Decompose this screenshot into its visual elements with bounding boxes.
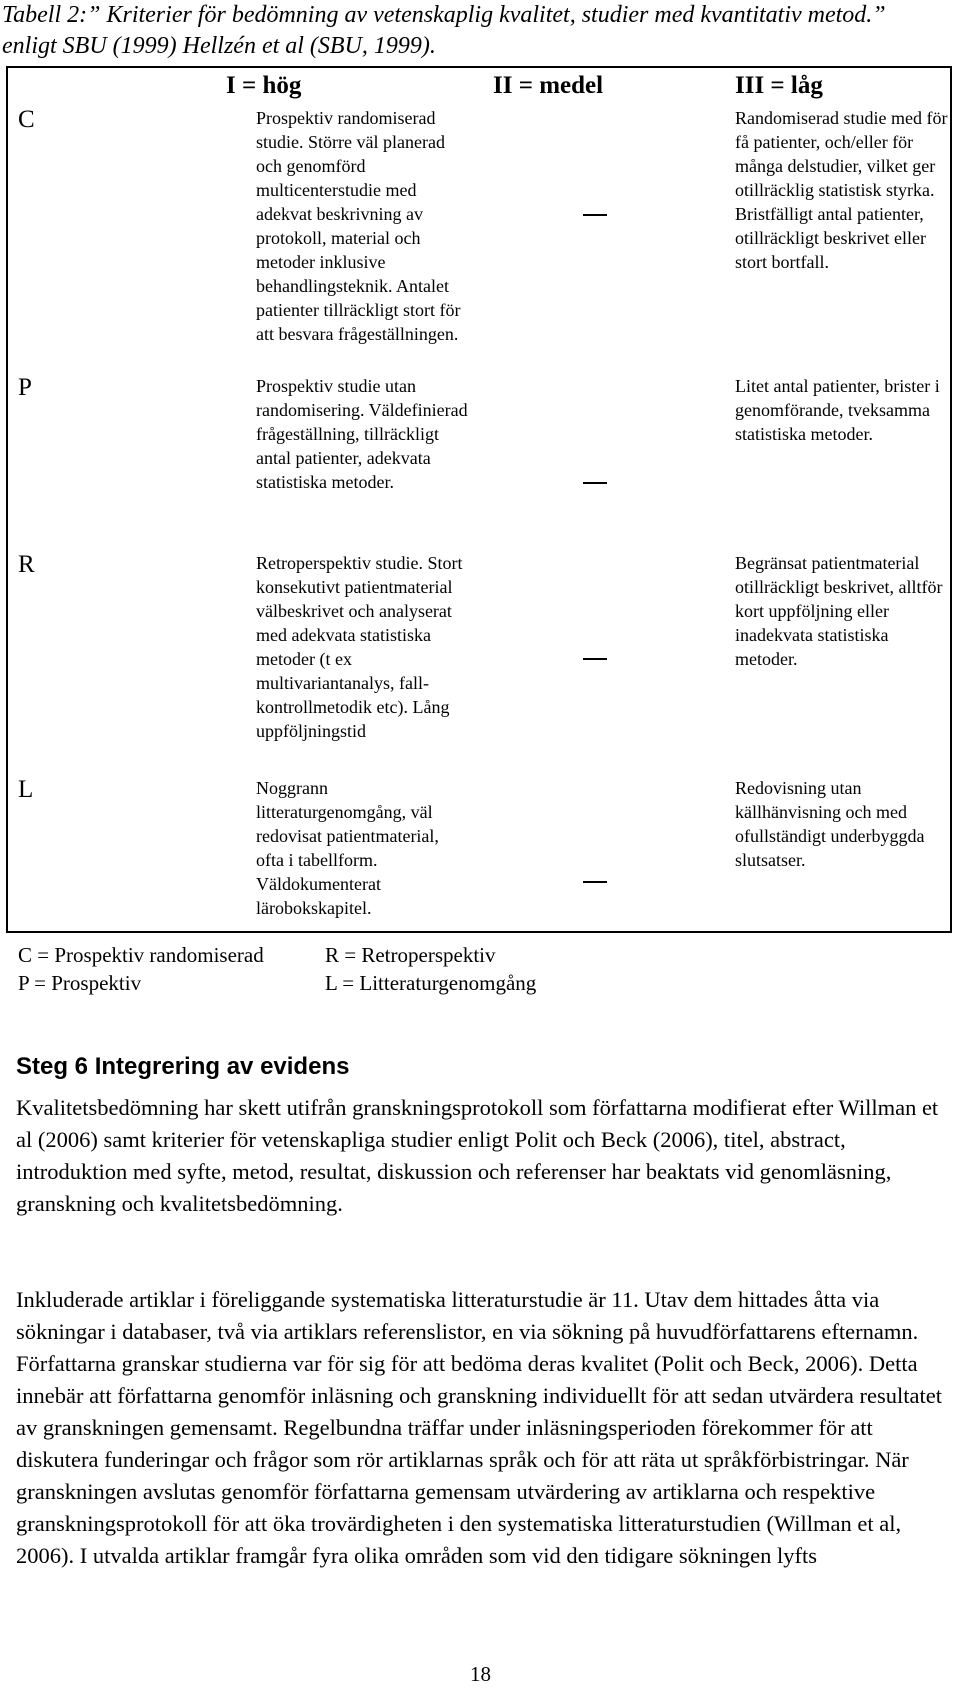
legend-c: C = Prospektiv randomiserad <box>18 943 264 967</box>
cell-medium-p <box>583 482 607 484</box>
cell-high-l: Noggrann litteraturgenomgång, väl redovisat patientmaterial, ofta i tabellform. Väldokumenterat lärobokskapitel. <box>256 778 439 918</box>
cell-high-r: Retroperspektiv studie. Stort konsekutivt patientmaterial välbeskrivet och analyserat med adekvata statistiska metoder (t ex multivariantanalys, fall-kontrollmetodik etc). Lång uppföljningstid <box>256 553 463 741</box>
header-high: I = hög <box>226 72 302 99</box>
legend-p: P = Prospektiv <box>18 971 142 995</box>
cell-medium-l <box>583 881 607 883</box>
paragraph-1: Kvalitetsbedömning har skett utifrån granskningsprotokoll som författarna modifierat efter Willman et al (2006) samt kriterier för vetenskapliga studier enligt Polit och Beck (2006), titel, abstract, introduktion med syfte, metod, resultat, diskussion och referenser har beaktats vid genomläsning, granskning och kvalitetsbedömning. <box>16 1095 939 1216</box>
cell-medium-c <box>583 214 607 216</box>
legend-l: L = Litteraturgenomgång <box>325 971 537 995</box>
paragraph-2: Inkluderade artiklar i föreliggande systematiska litteraturstudie är 11. Utav dem hittades åtta via sökningar i databaser, två via artiklars referenslistor, en via sökning på huvudförfattarens efternamn. Författarna granskar studierna var för sig för att bedöma deras kvalitet (Polit och Beck, 2006). Detta innebär att författarna genomför inläsning och granskning individuellt för att sedan utvärdera resultatet av granskningen gemensamt. Regelbundna träffar under inläsningsperioden förekommer för att diskutera funderingar och frågor som rör artiklarnas språk och för att räta ut språkförbistringar. När granskningen avslutas genomför författarna gemensam utvärdering av artiklarna och respektive granskningsprotokoll för att öka trovärdigheten i den systematiska litteraturstudien (Willman et al, 2006). I utvalda artiklar framgår fyra olika områden som vid den tidigare sökningen lyfts <box>16 1287 942 1568</box>
header-medium: II = medel <box>493 72 604 99</box>
cell-low-r: Begränsat patientmaterial otillräckligt beskrivet, alltför kort uppföljning eller inadekvata statistiska metoder. <box>735 553 943 669</box>
cell-medium-r <box>583 658 607 660</box>
cell-low-c: Randomiserad studie med för få patienter, och/eller för många delstudier, vilket ger otillräcklig statistisk styrka. Bristfälligt antal patienter, otillräckligt beskrivet eller stort bortfall. <box>735 108 948 272</box>
page-number: 18 <box>470 1662 491 1686</box>
cell-low-p: Litet antal patienter, brister i genomförande, tveksamma statistiska metoder. <box>735 376 940 444</box>
section-heading: Steg 6 Integrering av evidens <box>16 1053 350 1080</box>
row-code-l: L <box>18 776 34 803</box>
header-low: III = låg <box>735 72 823 99</box>
row-code-p: P <box>18 374 32 401</box>
row-code-r: R <box>18 551 35 578</box>
legend-r: R = Retroperspektiv <box>325 943 496 967</box>
table-caption: Tabell 2:” Kriterier för bedömning av vetenskaplig kvalitet, studier med kvantitativ metod.” enligt SBU (1999) Hellzén et al (SBU, 1999). <box>2 2 886 59</box>
cell-low-l: Redovisning utan källhänvisning och med ofullständigt underbyggda slutsatser. <box>735 778 925 870</box>
row-code-c: C <box>18 106 35 133</box>
cell-high-c: Prospektiv randomiserad studie. Större väl planerad och genomförd multicenterstudie med adekvat beskrivning av protokoll, material och metoder inklusive behandlingsteknik. Antalet patienter tillräckligt stort för att besvara frågeställningen. <box>256 108 461 344</box>
cell-high-p: Prospektiv studie utan randomisering. Väldefinierad frågeställning, tillräckligt antal patienter, adekvata statistiska metoder. <box>256 376 468 492</box>
